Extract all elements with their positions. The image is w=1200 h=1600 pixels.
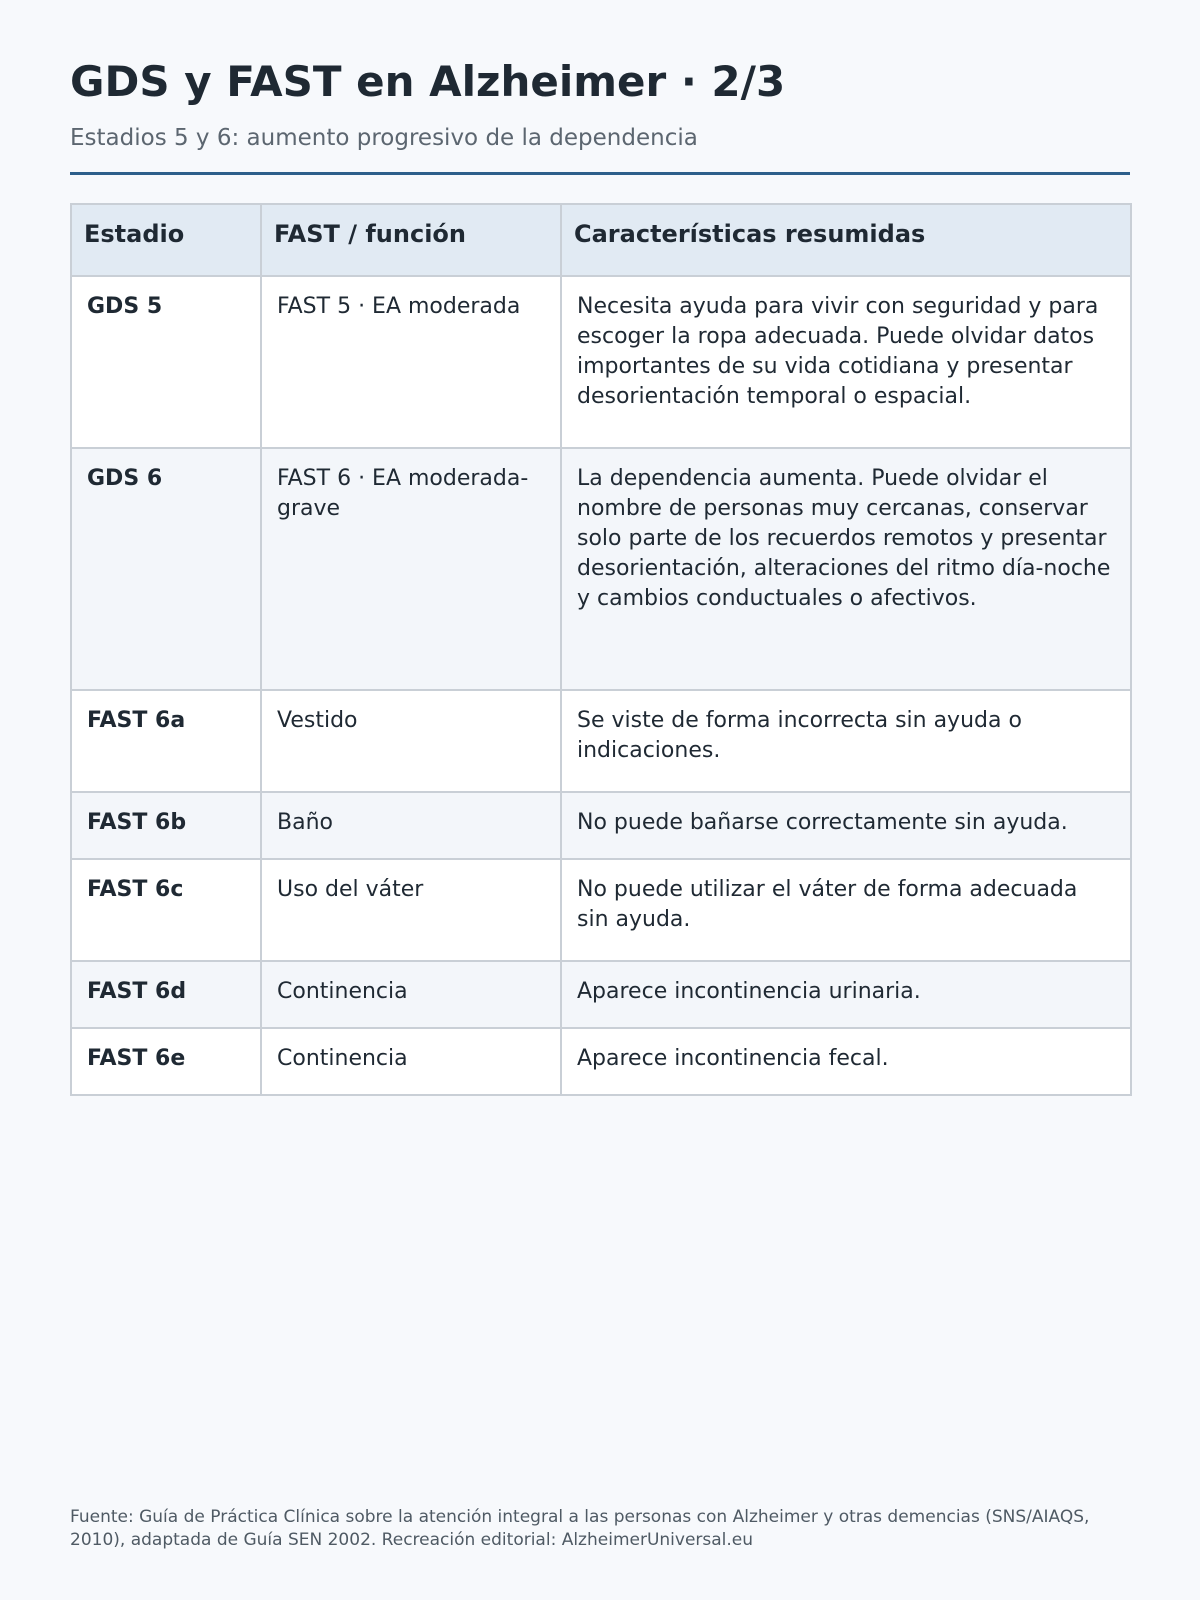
page bbox=[70, 0, 1130, 1600]
stage-cell: FAST 6b bbox=[71, 792, 261, 859]
table-row bbox=[71, 690, 1131, 792]
table-row bbox=[71, 859, 1131, 961]
fast-cell: Vestido bbox=[261, 690, 561, 792]
fast-cell: FAST 5 · EA moderada bbox=[261, 276, 561, 448]
table-header-row bbox=[71, 204, 1131, 276]
stage-cell: FAST 6c bbox=[71, 859, 261, 961]
title-divider bbox=[70, 172, 1130, 175]
description-cell: No puede utilizar el váter de forma adecuada sin ayuda. bbox=[561, 859, 1131, 961]
table-row bbox=[71, 276, 1131, 448]
page-title: GDS y FAST en Alzheimer · 2/3 bbox=[70, 57, 786, 106]
description-cell: Necesita ayuda para vivir con seguridad y para escoger la ropa adecuada. Puede olvidar datos importantes de su vida cotidiana y presentar desorientación temporal o espacial. bbox=[561, 276, 1131, 448]
fast-cell: Continencia bbox=[261, 1028, 561, 1095]
column-header-description: Características resumidas bbox=[561, 204, 1131, 276]
description-cell: Aparece incontinencia fecal. bbox=[561, 1028, 1131, 1095]
stages-table bbox=[70, 203, 1132, 1096]
table-row bbox=[71, 448, 1131, 690]
page-subtitle: Estadios 5 y 6: aumento progresivo de la dependencia bbox=[70, 125, 698, 151]
source-footnote: Fuente: Guía de Práctica Clínica sobre la atención integral a las personas con Alzheimer y otras demencias (SNS/AIAQS, 2010), adaptada de Guía SEN 2002. Recreación editorial: AlzheimerUniversal.eu bbox=[70, 1507, 1090, 1550]
stage-cell: FAST 6a bbox=[71, 690, 261, 792]
fast-cell: Baño bbox=[261, 792, 561, 859]
table-row bbox=[71, 961, 1131, 1028]
fast-cell: Uso del váter bbox=[261, 859, 561, 961]
stage-cell: GDS 5 bbox=[71, 276, 261, 448]
description-cell: La dependencia aumenta. Puede olvidar el nombre de personas muy cercanas, conservar solo parte de los recuerdos remotos y presentar desorientación, alteraciones del ritmo día-noche y cambios conductuales o afectivos. bbox=[561, 448, 1131, 690]
description-cell: Se viste de forma incorrecta sin ayuda o indicaciones. bbox=[561, 690, 1131, 792]
column-header-stage: Estadio bbox=[71, 204, 261, 276]
description-cell: Aparece incontinencia urinaria. bbox=[561, 961, 1131, 1028]
stage-cell: FAST 6e bbox=[71, 1028, 261, 1095]
description-cell: No puede bañarse correctamente sin ayuda. bbox=[561, 792, 1131, 859]
fast-cell: Continencia bbox=[261, 961, 561, 1028]
table-row bbox=[71, 1028, 1131, 1095]
table-row bbox=[71, 792, 1131, 859]
stage-cell: GDS 6 bbox=[71, 448, 261, 690]
column-header-fast: FAST / función bbox=[261, 204, 561, 276]
fast-cell: FAST 6 · EA moderada-grave bbox=[261, 448, 561, 690]
stage-cell: FAST 6d bbox=[71, 961, 261, 1028]
